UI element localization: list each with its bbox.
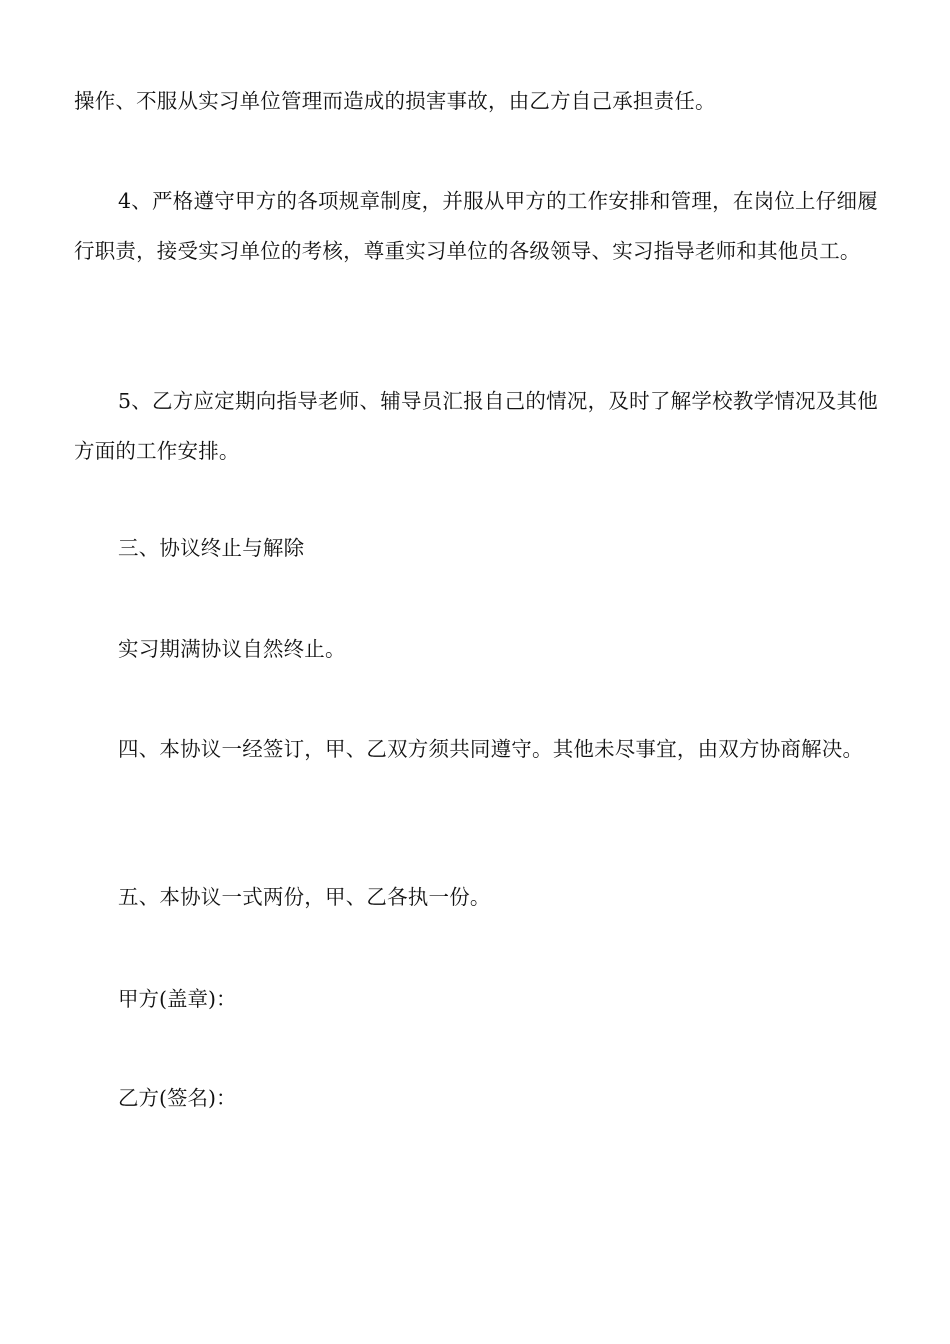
party-a-signature-label: 甲方(盖章)：	[118, 987, 237, 1011]
paragraph-section-4: 四、本协议一经签订，甲、乙双方须共同遵守。其他未尽事宜，由双方协商解决。	[118, 737, 864, 761]
section-heading-termination: 三、协议终止与解除	[118, 536, 305, 560]
paragraph-item-5: 5、乙方应定期向指导老师、辅导员汇报自己的情况，及时了解学校教学情况及其他方面的工作安排。	[74, 389, 878, 463]
paragraph-liability-continued: 操作、不服从实习单位管理而造成的损害事故，由乙方自己承担责任。	[74, 89, 716, 113]
party-b-signature-label: 乙方(签名)：	[118, 1086, 237, 1110]
paragraph-termination: 实习期满协议自然终止。	[118, 637, 346, 661]
paragraph-item-4: 4、严格遵守甲方的各项规章制度，并服从甲方的工作安排和管理，在岗位上仔细履行职责，接受实习单位的考核，尊重实习单位的各级领导、实习指导老师和其他员工。	[74, 189, 878, 263]
paragraph-section-5: 五、本协议一式两份，甲、乙各执一份。	[118, 885, 491, 909]
